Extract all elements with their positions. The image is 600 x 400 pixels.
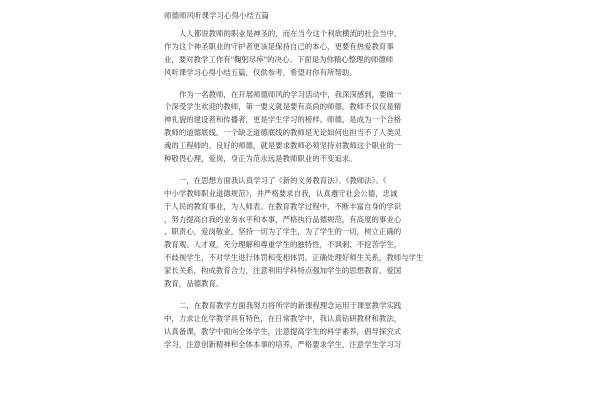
paragraph-line: 于人民的教育事业，为人师表。在教育教学过程中，不断丰富自身的学识 [164, 201, 402, 211]
paragraph-line: 种敬畏心理，爱岗，身正为范永远是教师职业的不变追求。 [164, 154, 357, 164]
paragraph-line: 教育，品德教育。 [164, 279, 224, 289]
paragraph-line: 作为一名教师，在开展师德师风的学习活动中，我深深感到，要做一 [179, 89, 402, 99]
paragraph-3 [164, 175, 440, 291]
paragraph-4 [164, 300, 440, 352]
paragraph-line: 个深受学生欢迎的教师，第一要义就是要有高尚的师德。教师不仅仅是精 [164, 102, 402, 112]
paragraph-line: 神礼貌的建设者和传播者，更是学生学习的榜样。师德，是成为一个合格 [164, 115, 402, 125]
paragraph-line: 魂的工程师的。良好的师德，就是要求教师必须坚持对教师这个职业的一 [164, 141, 402, 151]
paragraph-line: 人人都说教师的职业是神圣的，而在当今这个利欲横流的社会当中， [179, 29, 402, 38]
paragraph-line: 、职责心，爱岗敬业，坚持一切为了学生，为了学生的一切，树立正确的 [164, 227, 402, 237]
paragraph-line: 认真备课，教学中面向全体学生，注意提高学生的科学素养，倡导探究式 [164, 326, 402, 336]
document-title: 师德师风听课学习心得小结五篇 [164, 11, 269, 20]
paragraph-intro [164, 28, 440, 80]
document-body [164, 10, 440, 360]
paragraph-2 [164, 89, 440, 166]
paragraph-line: 二，在教育教学方面我努力将所学的新课程理念运用于课堂教学实践 [179, 300, 402, 310]
paragraph-line: 作为这个神圣职业的守护者更该是保持自己的本心，更要有热爱教育事 [164, 41, 394, 51]
paragraph-line: 教师的道德底线。一个缺乏道德底线的教师是无论如何也担当不了人类灵 [164, 128, 402, 138]
paragraph-line: 风听课学习心得小结五篇，仅供参考，希望对你有所帮助。 [164, 67, 357, 77]
paragraph-line: 教育观、人才观，充分理解和尊重学生的独特性，不讽刺、不挖苦学生， [164, 240, 402, 250]
paragraph-line: 不歧视学生，不对学生进行体罚和变相体罚，正确处理好师生关系，教师与学生 [164, 253, 424, 263]
paragraph-line: 学习，注意创新精神和全体本事的培养，严格要求学生，注意学生学习习 [164, 339, 402, 349]
paragraph-line: ，努力提高自我的业务水平和本事，严格执行品德规范，有高度的事业心 [164, 214, 402, 224]
paragraph-line: 中小学教师职业道德规范》，并严格要求自我，认真遵守社会公德，忠诚 [164, 188, 398, 198]
paragraph-line: 一，在思想方面我认真学习了《新的义务教育法》、《教师法》、《 [179, 175, 387, 185]
paragraph-line: 业，要对教学工作有"鞠躬尽瘁"的决心。下面是为你精心整理的师德师 [164, 54, 394, 64]
paragraph-line: 家长关系，构成教育合力，注意利用学科特点强加学生的思想教育，爱国 [164, 266, 402, 276]
paragraph-line: 中，力求让化学教学具有特色，在日常教学中，我认真钻研教材和教法， [164, 313, 402, 323]
